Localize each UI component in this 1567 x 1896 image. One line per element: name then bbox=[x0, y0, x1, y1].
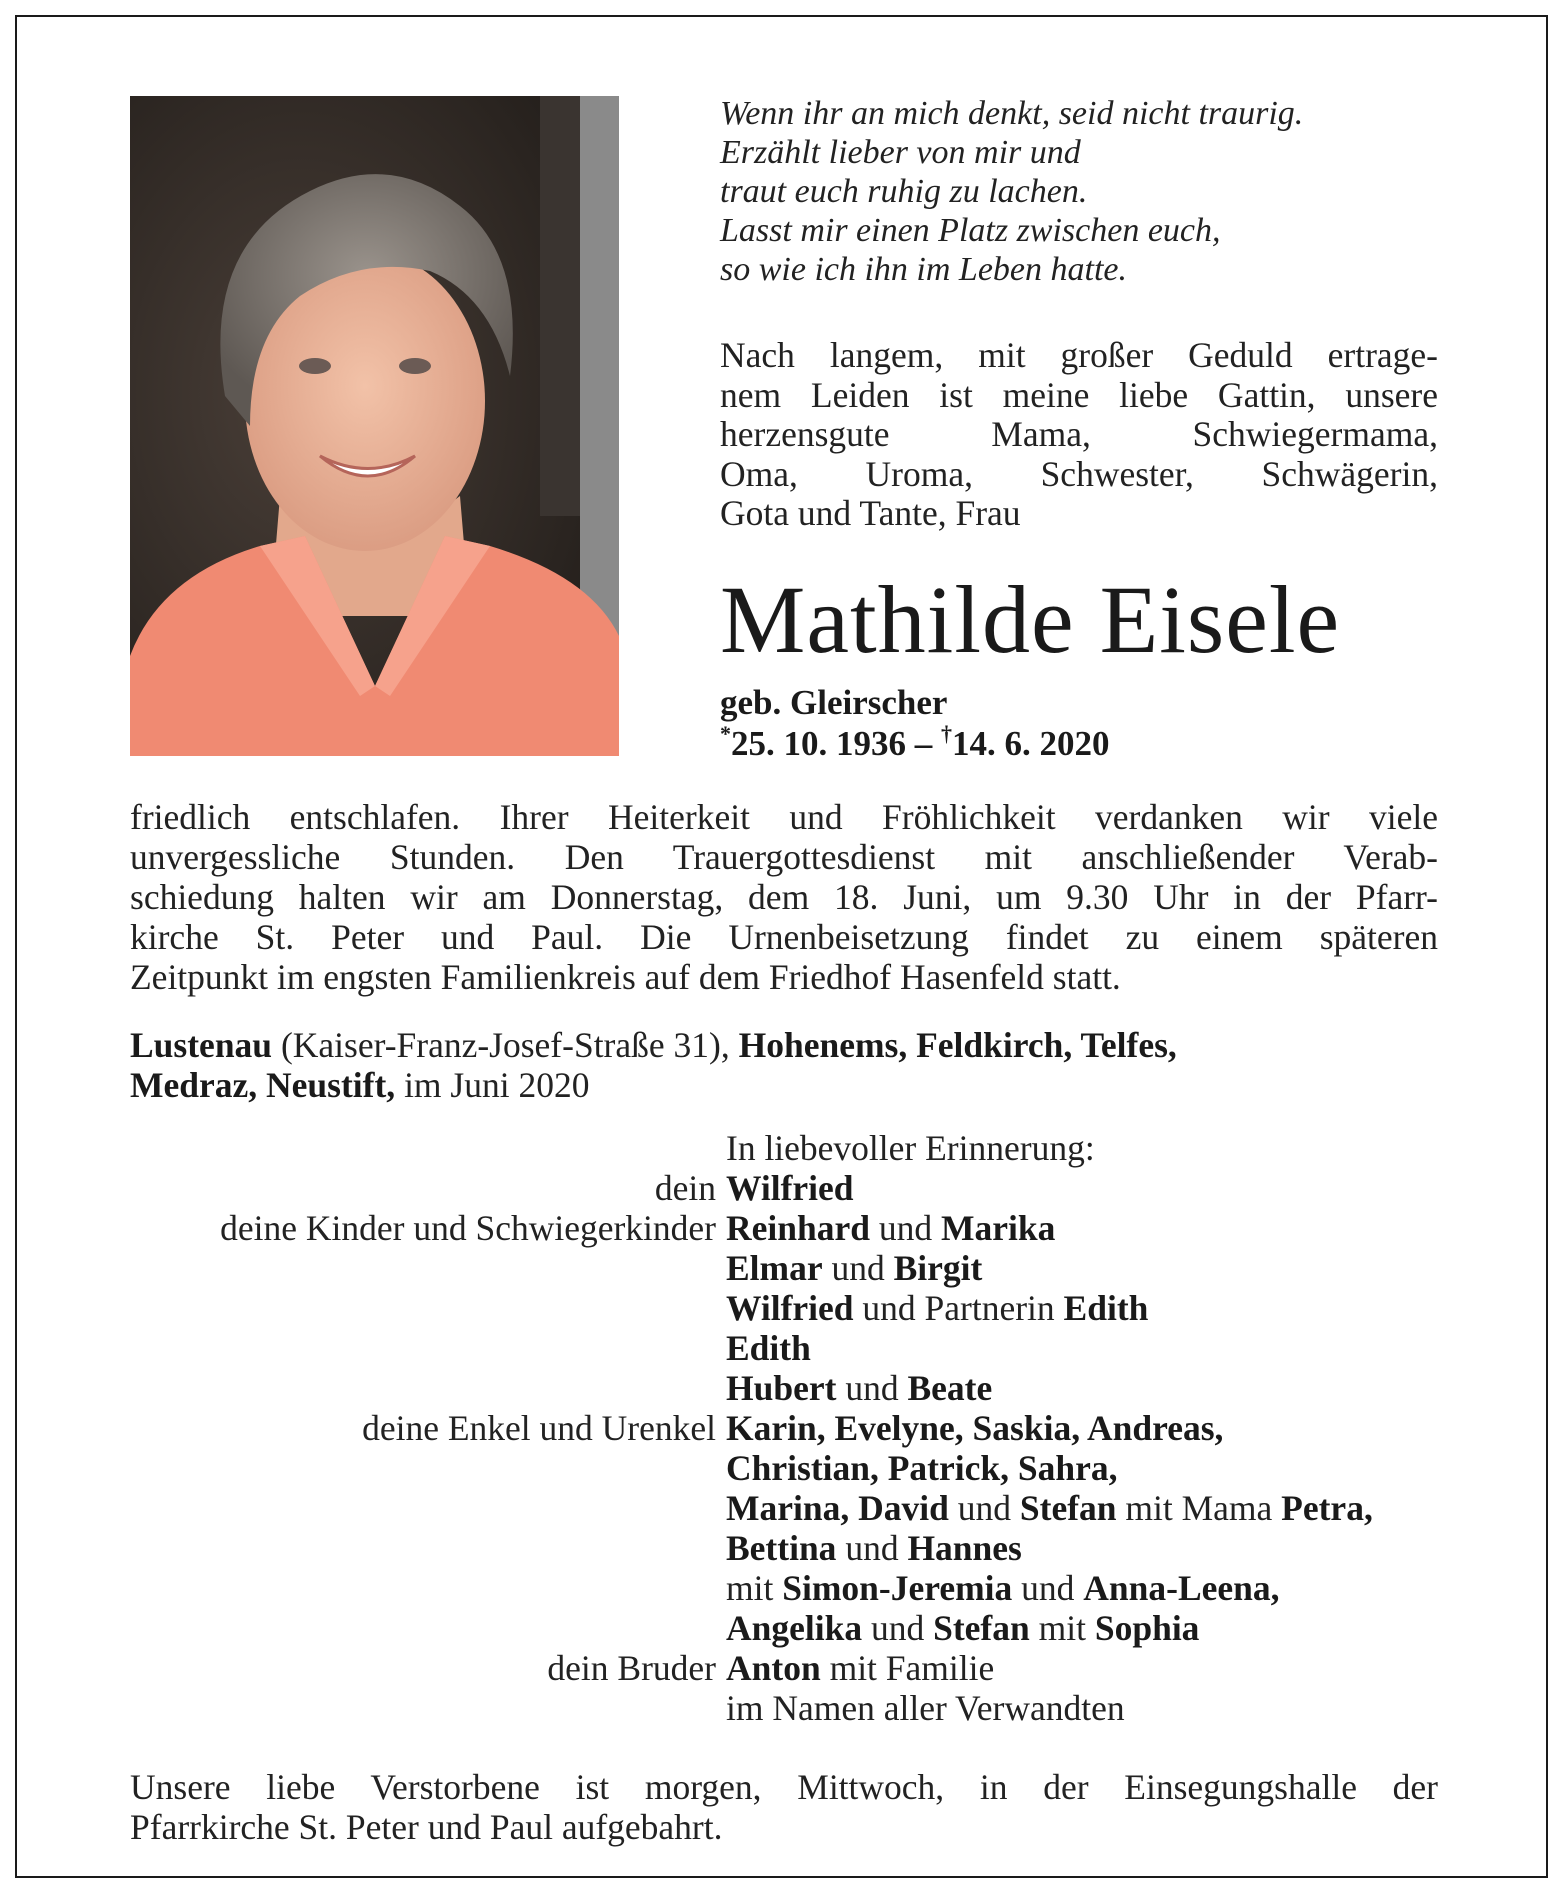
family-row bbox=[0, 1408, 1567, 1448]
family-names: Hubert und Beate bbox=[726, 1368, 993, 1408]
other-towns: Hohenems, Feldkirch, Telfes, bbox=[738, 1025, 1177, 1065]
intro-line: Nach langem, mit großer Geduld ertrage- bbox=[720, 335, 1438, 375]
family-row bbox=[0, 1648, 1567, 1688]
family-names: Elmar und Birgit bbox=[726, 1248, 983, 1288]
town: Lustenau bbox=[130, 1025, 273, 1065]
death-date: 14. 6. 2020 bbox=[952, 724, 1110, 763]
poem-line: so wie ich ihn im Leben hatte. bbox=[720, 251, 1128, 288]
family-row bbox=[0, 1368, 1567, 1408]
family-list bbox=[0, 1168, 1567, 1728]
main-line: schiedung halten wir am Donnerstag, dem 18. Juni, um 9.30 Uhr in der Pfarr- bbox=[130, 877, 1438, 917]
portrait-photo bbox=[130, 96, 619, 756]
main-paragraph bbox=[130, 797, 1438, 997]
main-line: unvergessliche Stunden. Den Trauergottesdienst mit anschließender Verab- bbox=[130, 837, 1438, 877]
family-names: Wilfried bbox=[726, 1168, 854, 1208]
family-names: mit Simon-Jeremia und Anna-Leena, bbox=[726, 1568, 1280, 1608]
closing-paragraph bbox=[130, 1767, 1438, 1847]
family-names: Christian, Patrick, Sahra, bbox=[726, 1448, 1118, 1488]
birth-date: 25. 10. 1936 bbox=[731, 724, 906, 763]
family-row bbox=[0, 1688, 1567, 1728]
birth-symbol: * bbox=[720, 721, 731, 746]
maiden-name: geb. Gleirscher bbox=[720, 683, 948, 722]
family-row bbox=[0, 1168, 1567, 1208]
intro-line: herzensgute Mama, Schwiegermama, bbox=[720, 414, 1438, 454]
poem-line: Wenn ihr an mich denkt, seid nicht traurig. bbox=[720, 95, 1304, 132]
family-row bbox=[0, 1248, 1567, 1288]
relation-label: deine Kinder und Schwiegerkinder bbox=[220, 1208, 716, 1248]
main-line: Zeitpunkt im engsten Familienkreis auf dem Friedhof Hasenfeld statt. bbox=[130, 957, 1121, 997]
intro-line: nem Leiden ist meine liebe Gattin, unsere bbox=[720, 374, 1438, 415]
family-row bbox=[0, 1568, 1567, 1608]
family-names: Reinhard und Marika bbox=[726, 1208, 1056, 1248]
family-names: Angelika und Stefan mit Sophia bbox=[726, 1608, 1200, 1648]
life-dates bbox=[720, 721, 1110, 764]
place-line bbox=[130, 1065, 1450, 1105]
notice-date: im Juni 2020 bbox=[395, 1065, 590, 1105]
family-row bbox=[0, 1288, 1567, 1328]
intro-line: Oma, Uroma, Schwester, Schwägerin, bbox=[720, 453, 1438, 494]
family-names: Bettina und Hannes bbox=[726, 1528, 1022, 1568]
family-row bbox=[0, 1208, 1567, 1248]
poem-line: traut euch ruhig zu lachen. bbox=[720, 173, 1088, 210]
family-row bbox=[0, 1608, 1567, 1648]
intro-line: Gota und Tante, Frau bbox=[720, 493, 1021, 533]
family-row bbox=[0, 1328, 1567, 1368]
death-symbol: † bbox=[941, 721, 952, 746]
relation-label: dein Bruder bbox=[547, 1648, 716, 1688]
family-names: Karin, Evelyne, Saskia, Andreas, bbox=[726, 1408, 1224, 1448]
family-names: Anton mit Familie bbox=[726, 1648, 995, 1688]
poem-line: Erzählt lieber von mir und bbox=[720, 134, 1081, 171]
poem bbox=[720, 94, 1480, 289]
date-separator: – bbox=[906, 724, 941, 763]
family-names: im Namen aller Verwandten bbox=[726, 1688, 1125, 1728]
intro-paragraph bbox=[720, 336, 1438, 534]
place-and-date bbox=[130, 1025, 1450, 1105]
family-row bbox=[0, 1488, 1567, 1528]
family-row bbox=[0, 1448, 1567, 1488]
main-line: kirche St. Peter und Paul. Die Urnenbeisetzung findet zu einem späteren bbox=[130, 917, 1438, 957]
address: (Kaiser-Franz-Josef-Straße 31), bbox=[272, 1025, 739, 1065]
family-names: Wilfried und Partnerin Edith bbox=[726, 1288, 1149, 1328]
deceased-name: Mathilde Eisele bbox=[720, 566, 1341, 673]
closing-line: Pfarrkirche St. Peter und Paul aufgebahrt. bbox=[130, 1807, 723, 1847]
closing-line: Unsere liebe Verstorbene ist morgen, Mittwoch, in der Einsegungshalle der bbox=[130, 1767, 1438, 1807]
other-towns: Medraz, Neustift, bbox=[130, 1065, 396, 1105]
place-line bbox=[130, 1025, 1450, 1065]
main-line: friedlich entschlafen. Ihrer Heiterkeit und Fröhlichkeit verdanken wir viele bbox=[130, 797, 1438, 837]
family-names: Edith bbox=[726, 1328, 811, 1368]
relation-label: deine Enkel und Urenkel bbox=[362, 1408, 716, 1448]
family-row bbox=[0, 1528, 1567, 1568]
family-names: Marina, David und Stefan mit Mama Petra, bbox=[726, 1488, 1373, 1528]
remembrance-heading: In liebevoller Erinnerung: bbox=[726, 1128, 1095, 1168]
relation-label: dein bbox=[654, 1168, 716, 1208]
poem-line: Lasst mir einen Platz zwischen euch, bbox=[720, 212, 1221, 249]
